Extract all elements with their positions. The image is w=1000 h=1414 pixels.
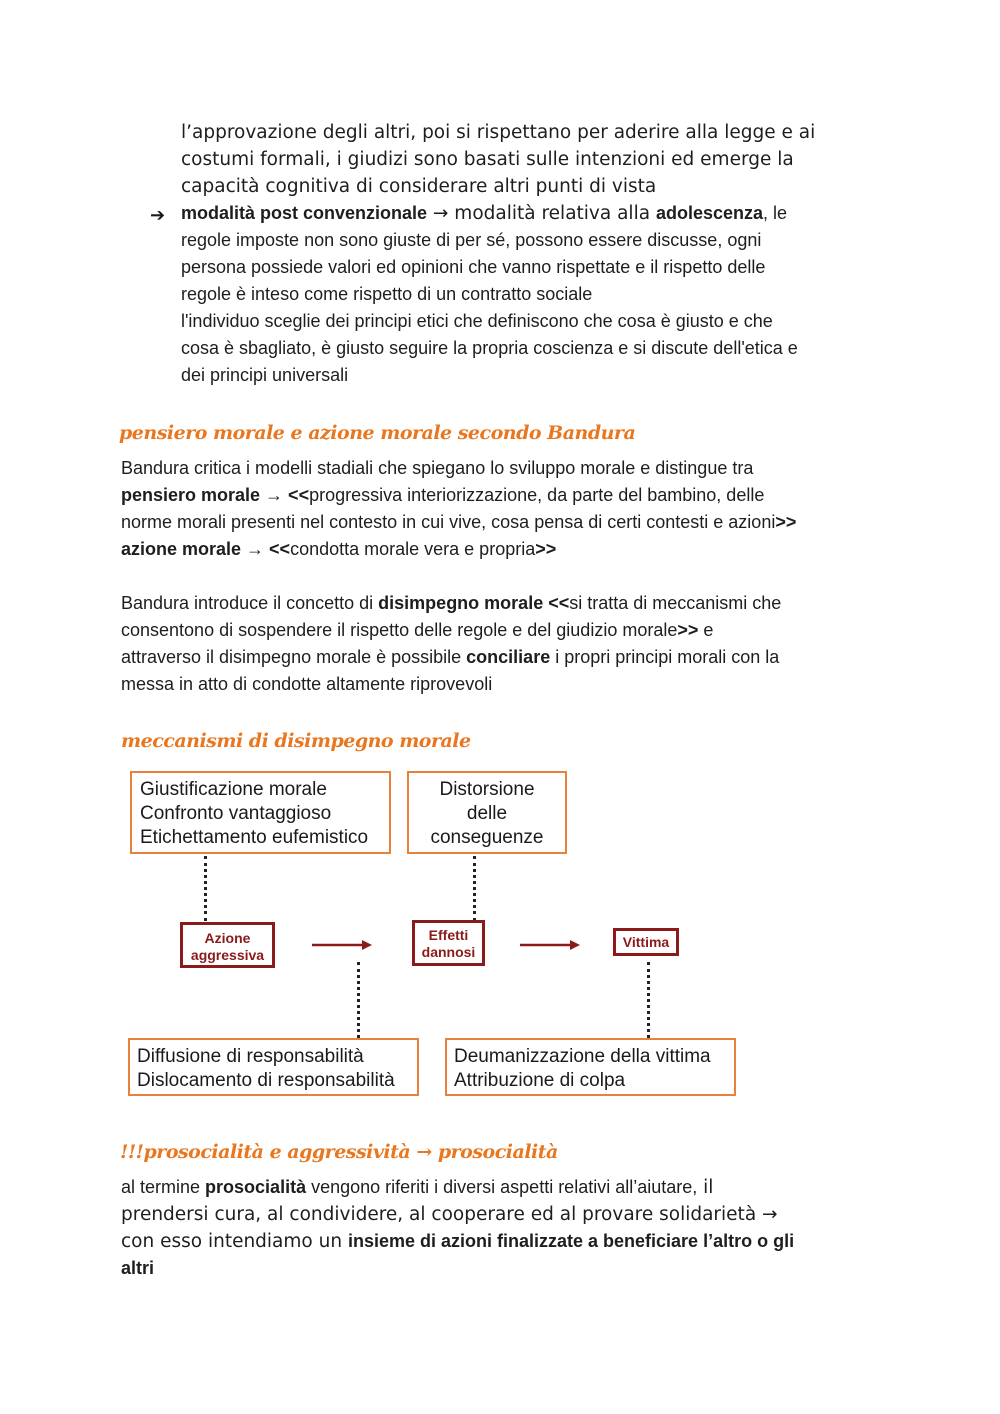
text-line: costumi formali, i giudizi sono basati sulle intenzioni ed emerge la	[181, 149, 794, 170]
text-span: , le	[763, 203, 788, 223]
diagram-box-cognitive-restructuring	[130, 771, 391, 854]
text-span: attraverso il disimpegno morale è possibile	[121, 647, 467, 667]
box-line: Attribuzione di colpa	[454, 1070, 626, 1091]
section-heading-bandura: pensiero morale e azione morale secondo Bandura	[119, 422, 636, 444]
node-line: aggressiva	[190, 947, 265, 963]
text-span: consentono di sospendere il rispetto delle regole e del giudizio morale	[121, 620, 678, 640]
post-conventional-bullet	[181, 200, 901, 389]
bold-term: modalità post convenzionale	[181, 203, 428, 223]
paragraph-moral-disengagement	[121, 590, 901, 698]
text-line	[121, 1228, 901, 1255]
bold-term: pensiero morale → <<	[121, 485, 310, 505]
dotted-connector	[357, 962, 360, 1038]
text-line	[121, 536, 901, 563]
bold-term: prosocialità	[205, 1177, 307, 1197]
box-line: Dislocamento di responsabilità	[137, 1070, 395, 1091]
diagram-node-victim	[613, 928, 679, 956]
bold-term: altri	[121, 1258, 155, 1278]
node-line: Effetti	[428, 927, 469, 943]
text-line	[121, 482, 901, 509]
paragraph-prosociality	[121, 1174, 901, 1282]
node-line: dannosi	[421, 944, 476, 960]
text-span: al termine	[121, 1177, 206, 1197]
text-line: regole è inteso come rispetto di un contratto sociale	[181, 284, 593, 304]
text-line: persona possiede valori ed opinioni che vanno rispettate e il rispetto delle	[181, 257, 766, 277]
text-span: condotta morale vera e propria	[290, 539, 536, 559]
right-arrow-icon	[310, 938, 374, 952]
text-line	[121, 509, 901, 536]
text-span: norme morali presenti nel contesto in cui vive, cosa pensa di certi contesti e azioni	[121, 512, 776, 532]
dotted-connector	[647, 962, 650, 1038]
box-line: Etichettamento eufemistico	[140, 827, 369, 848]
box-line: Giustificazione morale	[140, 779, 327, 800]
diagram-node-harmful-effects	[412, 920, 485, 966]
text-line: capacità cognitiva di considerare altri punti di vista	[181, 176, 657, 197]
text-span: il	[697, 1177, 714, 1198]
text-span: progressiva interiorizzazione, da parte del bambino, delle	[309, 485, 765, 505]
dotted-connector	[473, 856, 476, 921]
bold-term: azione morale → <<	[121, 539, 291, 559]
node-line: Vittima	[622, 934, 670, 950]
bold-term: >>	[775, 512, 797, 532]
text-line: Bandura critica i modelli stadiali che spiegano lo sviluppo morale e distingue tra	[121, 458, 754, 478]
text-span: si tratta di meccanismi che	[569, 593, 782, 613]
text-span: con esso intendiamo un	[121, 1231, 348, 1252]
text-line: dei principi universali	[181, 365, 349, 385]
bold-term: disimpegno morale <<	[378, 593, 570, 613]
text-span: → modalità relativa alla	[427, 203, 656, 224]
text-line: l’approvazione degli altri, poi si rispettano per aderire alla legge e ai	[181, 122, 816, 143]
text-line	[121, 644, 901, 671]
previous-bullet-continuation	[181, 119, 901, 200]
dotted-connector	[204, 856, 207, 921]
box-line: Confronto vantaggioso	[140, 803, 332, 824]
bold-term: insieme di azioni finalizzate a beneficiare l’altro o gli	[347, 1231, 795, 1251]
box-line: Distorsione	[439, 779, 535, 800]
text-line	[121, 1255, 901, 1282]
diagram-box-consequence-distortion	[407, 771, 567, 854]
bullet-arrow-icon: ➔	[150, 205, 166, 225]
bold-term: >>	[677, 620, 699, 640]
right-arrow-icon	[518, 938, 582, 952]
text-span: vengono riferiti i diversi aspetti relativi all’aiutare,	[306, 1177, 698, 1197]
text-span: Bandura introduce il concetto di	[121, 593, 379, 613]
box-line: Deumanizzazione della vittima	[454, 1046, 711, 1067]
text-line: messa in atto di condotte altamente riprovevoli	[121, 674, 493, 694]
node-line: Azione	[204, 930, 251, 946]
diagram-node-aggressive-action	[180, 922, 275, 968]
text-line: prendersi cura, al condividere, al cooperare ed al provare solidarietà →	[121, 1204, 778, 1225]
text-span: i propri principi morali con la	[550, 647, 780, 667]
text-line: l'individuo sceglie dei principi etici che definiscono che cosa è giusto e che	[181, 311, 773, 331]
section-heading-mechanisms: meccanismi di disimpegno morale	[121, 730, 471, 752]
bullet-first-line	[181, 200, 901, 227]
bold-term: >>	[535, 539, 557, 559]
bold-term: adolescenza	[655, 203, 763, 223]
bold-term: conciliare	[466, 647, 551, 667]
box-line: delle	[466, 803, 508, 824]
text-line	[121, 1174, 901, 1201]
text-line	[121, 590, 901, 617]
section-heading-prosociality: !!!prosocialità e aggressività → prosocialità	[120, 1141, 558, 1163]
box-line: Diffusione di responsabilità	[137, 1046, 364, 1067]
text-line: regole imposte non sono giuste di per sé, possono essere discusse, ogni	[181, 230, 762, 250]
text-span: e	[698, 620, 714, 640]
paragraph-moral-thought-action	[121, 455, 901, 563]
diagram-box-responsibility	[128, 1038, 419, 1096]
text-line: cosa è sbagliato, è giusto seguire la propria coscienza e si discute dell'etica e	[181, 338, 798, 358]
diagram-box-victim-blaming	[445, 1038, 736, 1096]
box-line: conseguenze	[430, 827, 544, 848]
text-line	[121, 617, 901, 644]
